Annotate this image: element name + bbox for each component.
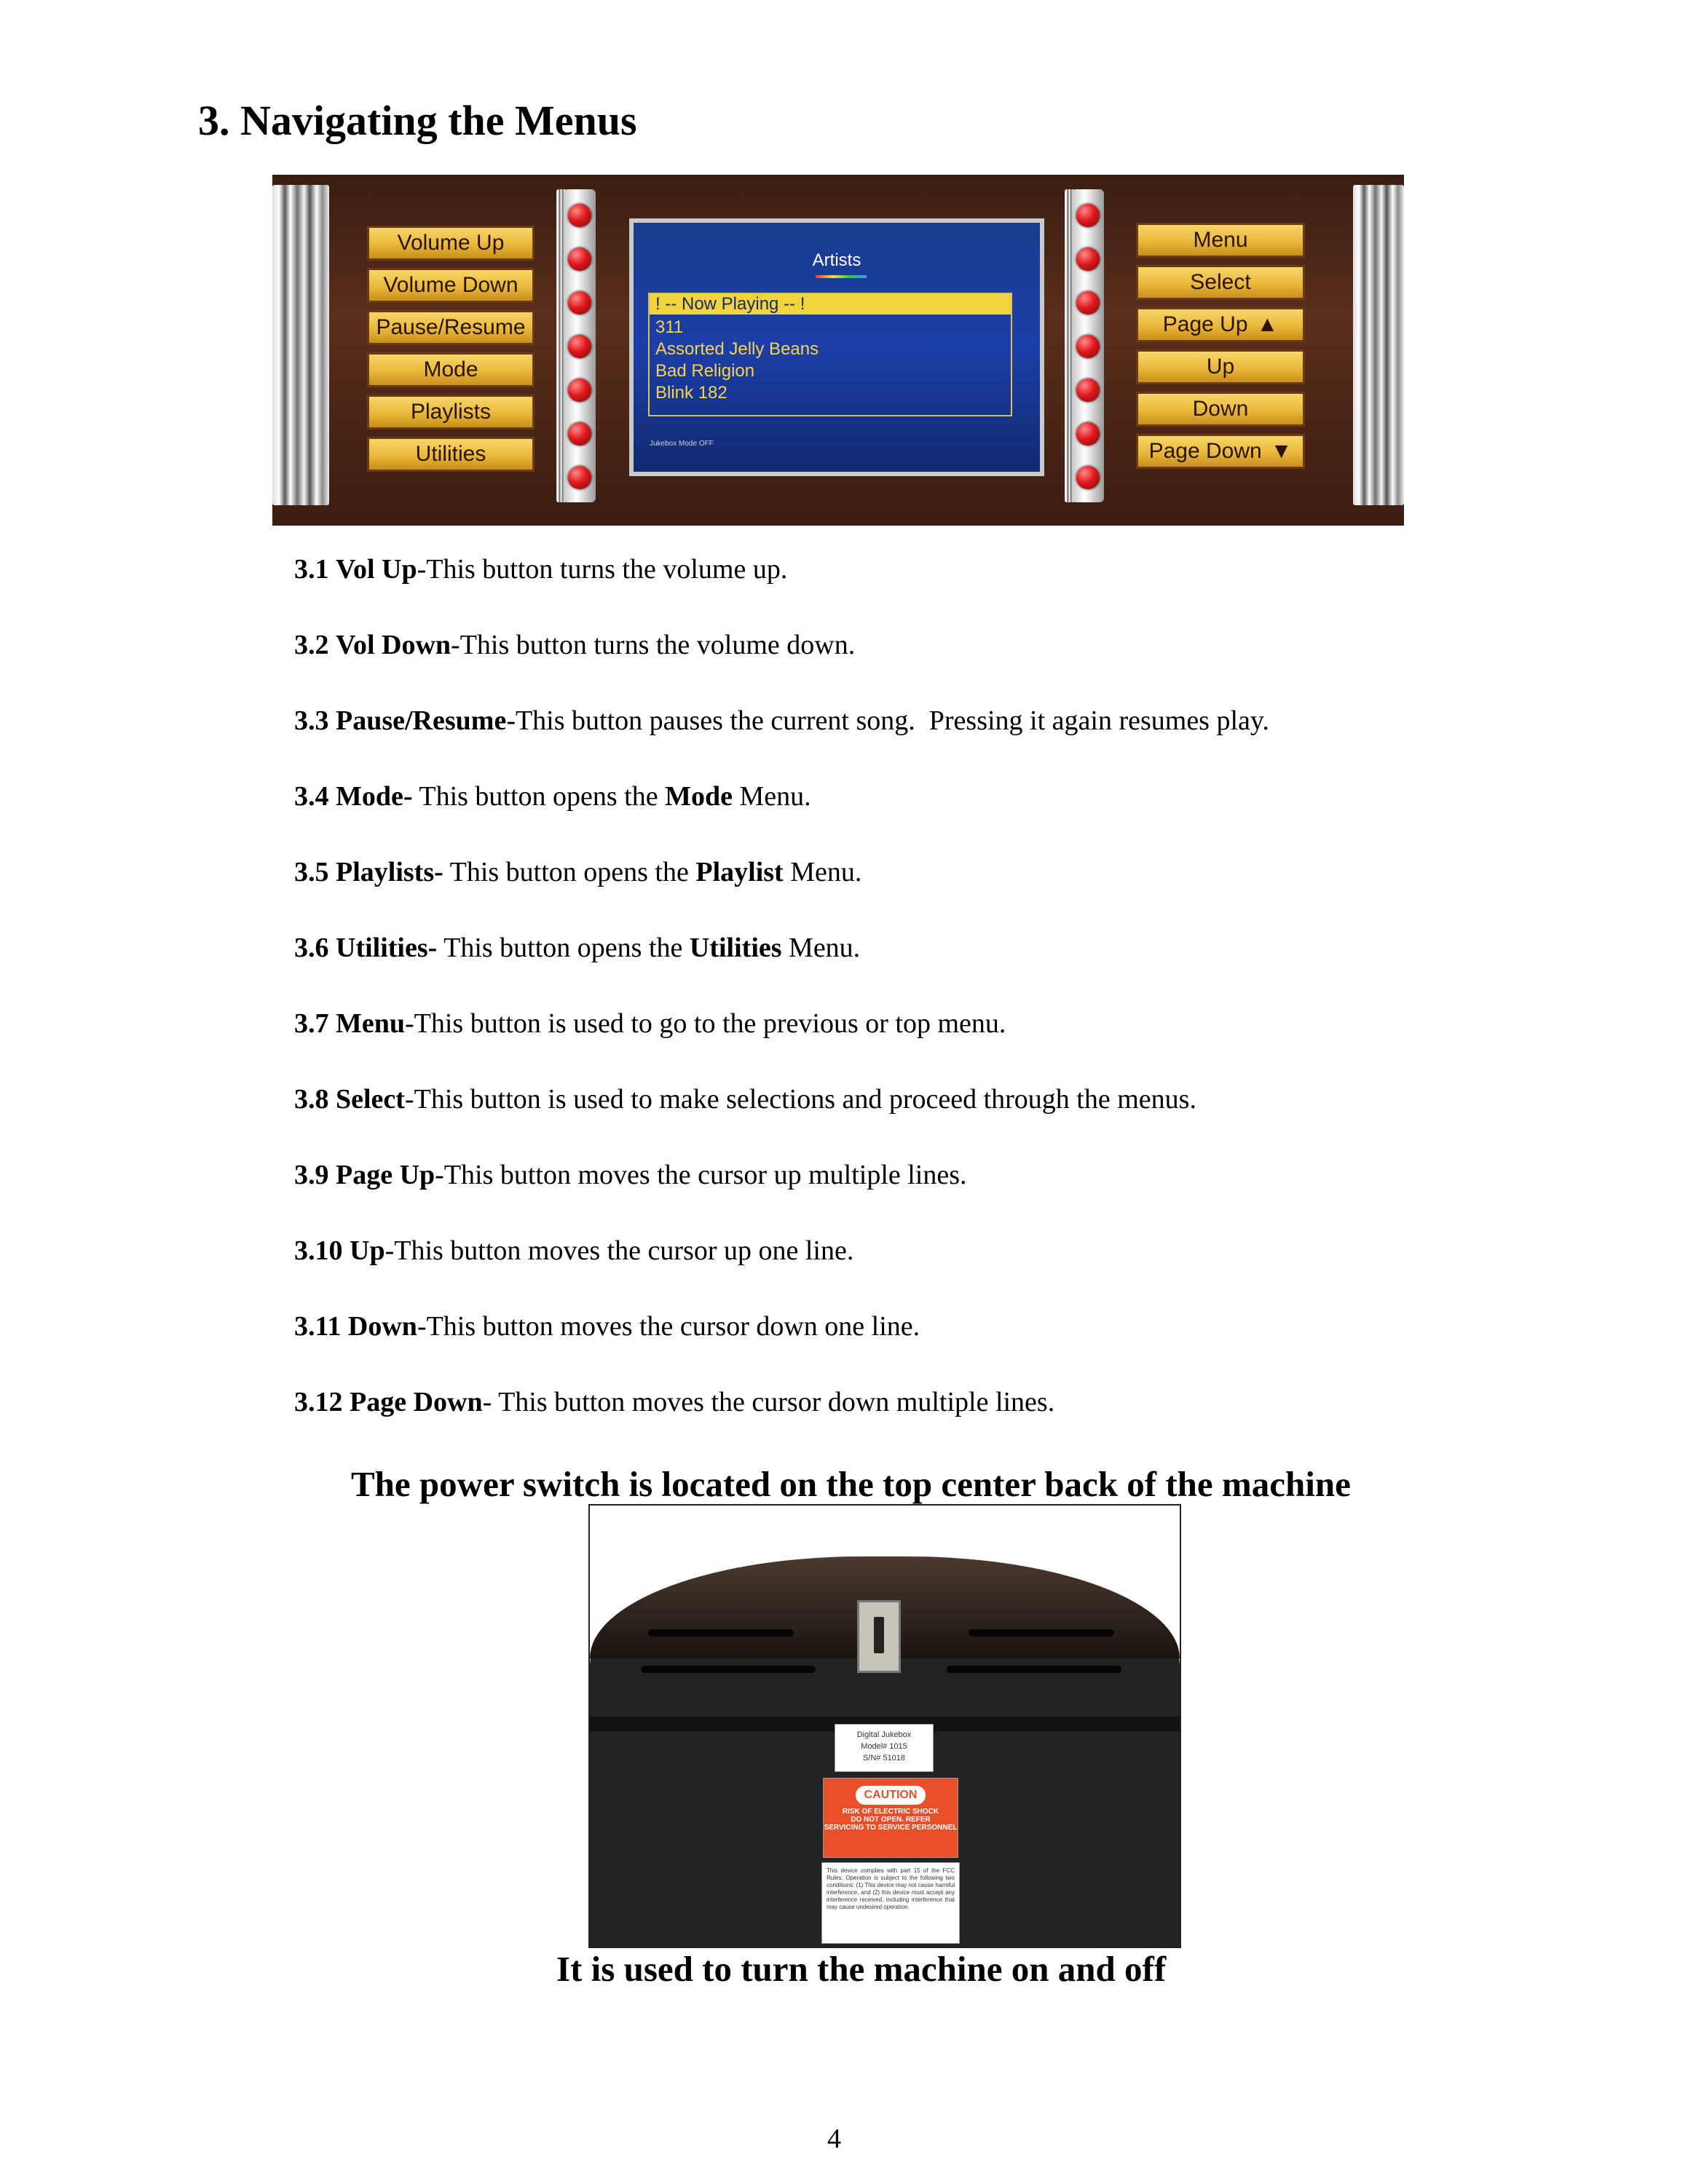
item-tail: Menu. <box>733 781 811 812</box>
vent-slot <box>641 1666 816 1673</box>
red-button <box>1076 422 1100 446</box>
volume-up-label: Volume Up <box>397 231 505 255</box>
item-text: This button moves the cursor up one line. <box>394 1235 854 1266</box>
item-number: 3.12 <box>294 1387 343 1417</box>
item-number: 3.4 <box>294 781 329 812</box>
model-label-line: S/N# 51018 <box>862 1754 906 1762</box>
power-switch-toggle <box>874 1617 884 1653</box>
item-number: 3.11 <box>294 1311 342 1342</box>
jukebox-screen <box>629 218 1044 476</box>
page-down-button <box>1136 434 1305 469</box>
separator: - <box>384 1235 395 1266</box>
separator: - <box>417 1311 427 1342</box>
separator <box>437 933 443 963</box>
pause-resume-button <box>367 310 535 345</box>
button-name: Up <box>350 1235 385 1266</box>
power-switch-heading: The power switch is located on the top center back of the machine <box>351 1464 1351 1504</box>
separator <box>443 857 450 887</box>
item-tail: Menu. <box>783 857 862 887</box>
button-name: Pause/Resume <box>336 705 507 736</box>
red-button <box>568 204 591 227</box>
arrow-up-icon: ▲ <box>1256 312 1279 336</box>
description-item <box>294 780 811 812</box>
description-item <box>294 1008 1006 1040</box>
red-button <box>1076 379 1100 402</box>
menu-name: Utilities <box>689 933 782 963</box>
select-button <box>1136 265 1305 300</box>
description-item <box>294 629 855 661</box>
section-title: 3. Navigating the Menus <box>198 97 637 144</box>
power-switch-caption: It is used to turn the machine on and off <box>556 1949 1167 1989</box>
item-text: This button is used to make selections and proceed through the menus. <box>414 1084 1196 1115</box>
menu-button <box>1136 223 1305 258</box>
item-text: This button moves the cursor down multiple lines. <box>498 1387 1055 1417</box>
description-item <box>294 1310 920 1342</box>
power-switch <box>857 1600 901 1673</box>
menu-name: Mode <box>665 781 733 812</box>
description-item <box>294 1159 967 1191</box>
screen-footer-status: Jukebox Mode OFF <box>650 440 714 448</box>
playlists-label: Playlists <box>410 400 492 424</box>
red-button <box>1076 335 1100 358</box>
description-item <box>294 1083 1196 1115</box>
arrow-down-icon: ▼ <box>1270 439 1293 463</box>
red-button <box>1076 248 1100 271</box>
red-button <box>1076 204 1100 227</box>
playlists-button <box>367 395 535 430</box>
item-number: 3.7 <box>294 1008 329 1039</box>
page-down-label: Page Down <box>1148 439 1262 463</box>
item-number: 3.5 <box>294 857 329 887</box>
red-button <box>568 335 591 358</box>
chrome-trim-left <box>272 185 329 505</box>
list-item: Assorted Jelly Beans <box>655 339 819 359</box>
vent-slot <box>969 1629 1114 1637</box>
separator: - <box>405 1008 414 1039</box>
chrome-trim-right <box>1353 185 1404 505</box>
down-button <box>1136 392 1305 427</box>
item-text: This button opens the <box>443 933 690 963</box>
button-name: Playlists- <box>336 857 443 887</box>
caution-line: DO NOT OPEN. REFER <box>851 1816 931 1824</box>
description-item <box>294 1235 853 1267</box>
red-button <box>568 291 591 314</box>
button-name: Menu <box>336 1008 405 1039</box>
button-name: Vol Up <box>336 554 417 585</box>
page-number: 4 <box>827 2124 841 2154</box>
volume-down-label: Volume Down <box>383 273 518 297</box>
item-text: This button opens the <box>449 857 696 887</box>
description-item <box>294 705 1269 737</box>
button-name: Vol Down <box>336 630 451 660</box>
select-label: Select <box>1190 270 1251 294</box>
description-item <box>294 1386 1054 1418</box>
utilities-label: Utilities <box>415 442 486 466</box>
caution-line: RISK OF ELECTRIC SHOCK <box>842 1808 939 1816</box>
item-text: This button pauses the current song. Pressing it again resumes play. <box>515 705 1269 736</box>
model-label-line: Digital Jukebox <box>856 1730 912 1739</box>
mode-button <box>367 352 535 387</box>
menu-name: Playlist <box>695 857 784 887</box>
model-label <box>835 1724 934 1772</box>
vent-slot <box>947 1666 1121 1673</box>
item-text: This button turns the volume up. <box>426 554 788 585</box>
volume-down-button <box>367 268 535 303</box>
screen-title: Artists <box>812 250 861 270</box>
item-text: This button moves the cursor down one line. <box>426 1311 920 1342</box>
fcc-compliance-label: This device complies with part 15 of the FCC Rules. Operation is subject to the following two conditions: (1) This device may not cause harmful interference, and (2) this device must accept any interference received, including interference that may cause undesired operation. <box>821 1862 960 1944</box>
description-item <box>294 553 787 585</box>
list-item: 311 <box>655 317 684 337</box>
button-name: Down <box>347 1311 417 1342</box>
separator: - <box>404 1084 414 1115</box>
list-item-now-playing: ! -- Now Playing -- ! <box>650 294 1011 314</box>
caution-sign: CAUTION <box>856 1786 926 1805</box>
description-item <box>294 932 860 964</box>
utilities-button <box>367 437 535 472</box>
red-button <box>568 248 591 271</box>
button-name: Page Up <box>336 1160 435 1190</box>
caution-line: SERVICING TO SERVICE PERSONNEL <box>824 1824 958 1832</box>
separator: - <box>435 1160 444 1190</box>
down-label: Down <box>1192 397 1249 421</box>
red-button <box>568 379 591 402</box>
item-number: 3.2 <box>294 630 329 660</box>
button-name: Mode- <box>336 781 413 812</box>
button-name: Select <box>336 1084 405 1115</box>
page-up-button <box>1136 307 1305 342</box>
red-button-column-right <box>1072 189 1104 502</box>
item-number: 3.9 <box>294 1160 329 1190</box>
red-button-column-left <box>564 189 596 502</box>
volume-up-button <box>367 226 535 261</box>
item-tail: Menu. <box>781 933 861 963</box>
list-item: Blink 182 <box>655 383 727 403</box>
item-text: This button opens the <box>419 781 666 812</box>
page-up-label: Page Up <box>1162 312 1248 336</box>
item-number: 3.1 <box>294 554 329 585</box>
button-name: Page Down <box>350 1387 483 1417</box>
item-number: 3.10 <box>294 1235 343 1266</box>
red-button <box>568 422 591 446</box>
up-button <box>1136 349 1305 384</box>
separator: - <box>451 630 460 660</box>
separator: - <box>417 554 427 585</box>
artist-list <box>648 293 1012 416</box>
item-text: This button is used to go to the previous or top menu. <box>414 1008 1006 1039</box>
model-label-line: Model# 1015 <box>861 1742 907 1751</box>
vent-slot <box>648 1629 794 1637</box>
item-number: 3.6 <box>294 933 329 963</box>
item-number: 3.3 <box>294 705 329 736</box>
separator: - <box>506 705 516 736</box>
description-item <box>294 856 861 888</box>
mode-label: Mode <box>423 357 478 381</box>
list-item: Bad Religion <box>655 361 755 381</box>
pause-resume-label: Pause/Resume <box>376 315 526 339</box>
screen-title-underline <box>816 275 867 278</box>
caution-label <box>823 1778 958 1858</box>
separator: - <box>482 1387 499 1417</box>
item-text: This button moves the cursor up multiple lines. <box>443 1160 967 1190</box>
red-button <box>568 466 591 489</box>
up-label: Up <box>1206 355 1235 379</box>
menu-label: Menu <box>1193 228 1248 252</box>
button-name: Utilities- <box>336 933 438 963</box>
machine-back-photo <box>588 1504 1181 1948</box>
jukebox-control-panel-image <box>272 175 1404 526</box>
red-button <box>1076 291 1100 314</box>
item-number: 3.8 <box>294 1084 329 1115</box>
item-text: This button turns the volume down. <box>460 630 856 660</box>
red-button <box>1076 466 1100 489</box>
